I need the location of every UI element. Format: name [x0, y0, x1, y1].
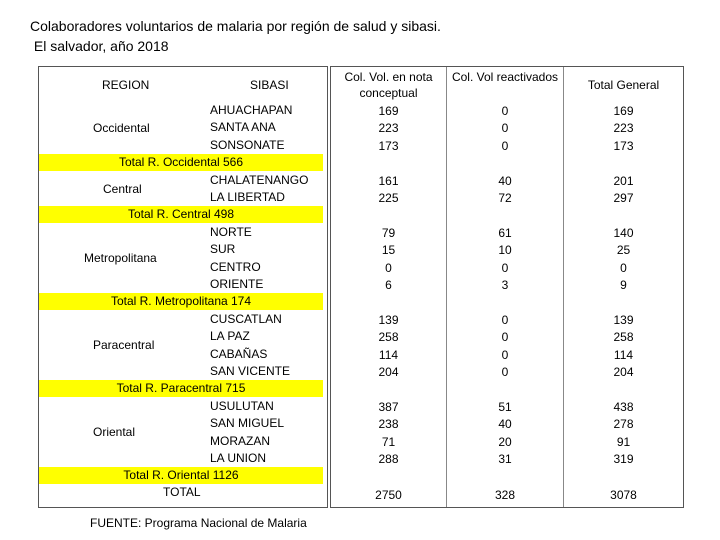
value-cell: 0: [620, 260, 627, 275]
value-cell: 114: [613, 347, 634, 362]
value-cell: 169: [378, 104, 399, 118]
value-cell: 201: [613, 173, 634, 188]
value-cell: 173: [613, 138, 634, 153]
value-cell: 161: [378, 173, 399, 188]
sibasi-name: SAN MIGUEL: [210, 416, 285, 431]
value-cell: 15: [381, 243, 396, 258]
region-sibasi-panel: [38, 66, 328, 508]
value-cell: 0: [501, 330, 509, 345]
value-cell: 25: [616, 243, 631, 258]
value-cell: 238: [378, 417, 399, 432]
region-name: Central: [103, 181, 142, 196]
value-cell: 0: [501, 121, 509, 136]
source-footer: FUENTE: Programa Nacional de Malaria: [90, 516, 307, 530]
region-subtotal: Total R. Central 498: [39, 206, 323, 223]
sibasi-name: LA UNION: [210, 451, 267, 465]
value-cell: 438: [613, 399, 634, 414]
region-name: Metropolitana: [84, 251, 157, 266]
value-cell: 297: [613, 191, 634, 205]
value-cell: 139: [613, 312, 634, 327]
title-line-2: El salvador, año 2018: [30, 38, 169, 54]
value-cell: 140: [613, 225, 634, 240]
region-subtotal: Total R. Paracentral 715: [39, 380, 323, 397]
value-cell: 0: [501, 104, 509, 118]
region-subtotal: Total R. Oriental 1126: [39, 467, 323, 484]
value-cell: 223: [378, 121, 399, 136]
value-cell: 0: [385, 260, 392, 275]
region-name: Occidental: [93, 120, 150, 135]
header-conceptual: Col. Vol. en nota conceptual: [344, 70, 433, 100]
sibasi-name: CENTRO: [210, 259, 261, 274]
grand-total-label: TOTAL: [163, 485, 201, 500]
value-cell: 204: [613, 365, 634, 379]
value-cell: 51: [498, 399, 512, 414]
column-reactivados: [447, 67, 564, 507]
title-line-1: Colaboradores voluntarios de malaria por región de salud y sibasi.: [30, 18, 441, 34]
value-cell: 20: [498, 434, 512, 449]
value-cell: 3: [501, 278, 509, 292]
header-region: REGION: [102, 78, 150, 92]
value-cell: 10: [498, 243, 512, 258]
document-title: [30, 16, 441, 56]
sibasi-name: NORTE: [210, 224, 252, 239]
region-subtotal: Total R. Metropolitana 174: [39, 293, 323, 310]
value-cell: 139: [378, 312, 399, 327]
sibasi-name: SANTA ANA: [210, 120, 276, 135]
value-cell: 61: [498, 225, 512, 240]
value-cell: 387: [378, 399, 399, 414]
value-cell: 40: [498, 173, 512, 188]
value-cell: 319: [613, 452, 634, 466]
value-cell: 288: [378, 452, 399, 466]
value-cell: 278: [613, 417, 634, 432]
region-subtotal: Total R. Occidental 566: [39, 154, 323, 171]
value-cell: 114: [378, 347, 399, 362]
column-conceptual: [331, 67, 447, 507]
sibasi-name: SUR: [210, 242, 236, 257]
value-cell: 173: [378, 138, 399, 153]
sibasi-name: AHUACHAPAN: [210, 103, 293, 117]
value-cell: 0: [501, 365, 509, 379]
value-cell: 6: [385, 278, 392, 292]
value-cell: 9: [620, 278, 627, 292]
data-table: [330, 66, 684, 508]
value-cell: 71: [381, 434, 396, 449]
header-reactivados: Col. Vol reactivados: [451, 70, 559, 84]
sibasi-name: CABAÑAS: [210, 346, 268, 361]
header-sibasi: SIBASI: [250, 78, 289, 92]
region-name: Paracentral: [93, 338, 155, 353]
value-cell: 225: [378, 191, 399, 205]
sibasi-name: SAN VICENTE: [210, 364, 291, 378]
value-cell: 0: [501, 347, 509, 362]
column-total-general: [564, 67, 683, 507]
value-cell: 169: [613, 104, 634, 118]
value-cell: 40: [498, 417, 512, 432]
sibasi-name: USULUTAN: [210, 398, 274, 413]
region-name: Oriental: [93, 425, 136, 440]
sibasi-name: LA PAZ: [210, 329, 250, 344]
value-cell: 258: [613, 330, 634, 345]
value-cell: 72: [498, 191, 512, 205]
value-cell: 79: [381, 225, 396, 240]
value-cell: 0: [501, 312, 509, 327]
sibasi-name: CHALATENANGO: [210, 172, 309, 187]
header-total-general: Total General: [587, 78, 660, 92]
value-cell: 204: [378, 365, 399, 379]
value-cell: 258: [378, 330, 399, 345]
value-cell: 91: [616, 434, 631, 449]
sibasi-name: CUSCATLAN: [210, 311, 282, 326]
value-cell: 0: [501, 138, 509, 153]
sibasi-name: LA LIBERTAD: [210, 190, 285, 204]
sibasi-name: MORAZAN: [210, 433, 270, 448]
sibasi-name: ORIENTE: [210, 277, 264, 291]
sibasi-name: SONSONATE: [210, 137, 285, 152]
value-cell: 0: [501, 260, 509, 275]
grand-total-cell: 3078: [610, 487, 637, 502]
value-cell: 223: [613, 121, 634, 136]
value-cell: 31: [498, 452, 512, 466]
grand-total-cell: 2750: [375, 487, 402, 502]
grand-total-cell: 328: [494, 487, 516, 502]
